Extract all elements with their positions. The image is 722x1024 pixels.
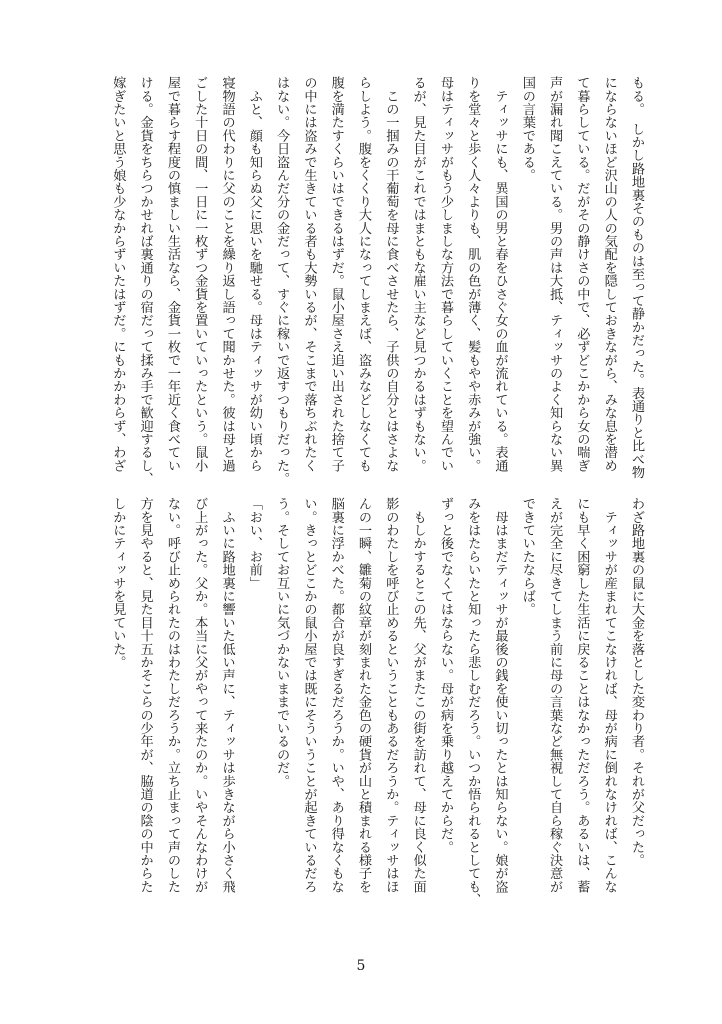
- text-column: みをはたらいたと知ったら悲しむだろう。いつか悟られるとしても、: [465, 497, 481, 907]
- text-column: ずっと後でなくてはならない。母が病を乗り越えてからだ。: [437, 497, 453, 854]
- page-number: 5: [356, 958, 366, 974]
- text-column: もる。 しかし路地裏そのものは至って静かだった。表通りと比べ物: [629, 76, 644, 479]
- text-column: 影のわたしを呼び止めるということもあるだろうか。ティッサはほ: [383, 497, 399, 893]
- text-column: 声が漏れ聞こえている。男の声は大抵、ティッサのよく知らない異: [547, 76, 563, 472]
- text-column: るが、見た目がこれではまともな雇い主など見つかるはずもない。: [410, 76, 426, 472]
- text-column: 脳裏に浮かべた。都合が良すぎるだろうか。いや、あり得なくもな: [328, 497, 344, 893]
- text-column: 母はティッサがもう少しましな方法で暮らしていくことを望んでい: [437, 76, 453, 472]
- text-column: 寝物語の代わりに父のことを繰り返し語って聞かせた。彼は母と過: [219, 76, 235, 472]
- text-column: ふと、顔も知らぬ父に思いを馳せる。母はティッサが幼い頃から: [246, 76, 262, 472]
- text-column: ティッサが産まれてこなければ、母が病に倒れなければ、こんな: [601, 497, 617, 893]
- text-column: できていたならば。: [519, 497, 535, 616]
- text-column: 国の言葉である。: [519, 76, 535, 182]
- text-column: この一掴みの干葡萄を母に食べさせたら、子供の自分とはさよな: [383, 76, 399, 472]
- text-column: 「おい、お前」: [246, 497, 262, 590]
- text-column: しかにティッサを見ていた。: [110, 497, 126, 669]
- text-block-bottom: [104, 497, 650, 907]
- text-column: 母はまだティッサが最後の銭を使い切ったとは知らない。娘が盗: [492, 497, 508, 893]
- text-column: ふいに路地裏に響いた低い声に、ティッサは歩きながら小さく飛: [219, 497, 235, 893]
- text-column: 腹を満たすくらいはできるはずだ。鼠小屋さえ追い出された捨て子: [328, 76, 344, 472]
- text-column: んの一瞬、雛菊の紋章が刻まれた金色の硬貨が山と積まれる様子を: [356, 497, 372, 893]
- text-column: りを堂々と歩く人々よりも、肌の色が薄く、髪もやや赤みが強い。: [465, 76, 481, 472]
- text-column: えが完全に尽きてしまう前に母の言葉など無視して自ら稼ぐ決意が: [547, 497, 563, 893]
- text-column: 嫁ぎたいと思う娘も少なからずいたはずだ。にもかかわらず、わざ: [110, 76, 126, 472]
- text-column: にも早く困窮した生活に戻ることはなかっただろう。あるいは、蓄: [574, 497, 590, 893]
- text-column: ない。呼び止められたのはわたしだろうか。立ち止まって声のした: [164, 497, 180, 893]
- text-block-top: [104, 76, 650, 486]
- text-column: の中には盗みで生きている者も大勢いるが、そこまで落ちぶれたく: [301, 76, 317, 472]
- text-column: ティッサにも、異国の男と春をひさぐ女の血が流れている。表通: [492, 76, 508, 472]
- text-column: び上がった。父か。本当に父がやって来たのか。いやそんなわけが: [192, 497, 208, 893]
- text-column: ごした十日の間、一日に一枚ずつ金貨を置いていったという。鼠小: [192, 76, 208, 472]
- text-column: て暮らしている。だがその静けさの中で、必ずどこかから女の喘ぎ: [574, 76, 590, 472]
- text-column: ける。金貨をちらつかせれば裏通りの宿だって揉み手で歓迎するし、: [137, 76, 153, 486]
- text-column: もしかするとこの先、父がまたこの街を訪れて、母に良く似た面: [410, 497, 426, 893]
- text-column: にならないほど沢山の人の気配を隠しておきながら、みな息を潜め: [601, 76, 617, 472]
- text-column: 方を見やると、見た目十五かそこらの少年が、脇道の陰の中からた: [137, 497, 153, 893]
- text-column: う。そしてお互いに気づかないままでいるのだ。: [274, 497, 290, 788]
- text-column: らしよう。腹をくくり大人になってしまえば、盗みなどしなくても: [356, 76, 372, 472]
- text-column: 屋で暮らす程度の慎ましい生活なら、金貨一枚で一年近く食べてい: [164, 76, 180, 472]
- text-column: わざ路地裏の鼠に大金を落とした変わり者。それが父だった。: [629, 497, 644, 867]
- text-column: い。きっとどこかの鼠小屋では既にそういうことが起きているだろ: [301, 497, 317, 893]
- text-column: はない。今日盗んだ分の金だって、すぐに稼いで返すつもりだった。: [274, 76, 290, 486]
